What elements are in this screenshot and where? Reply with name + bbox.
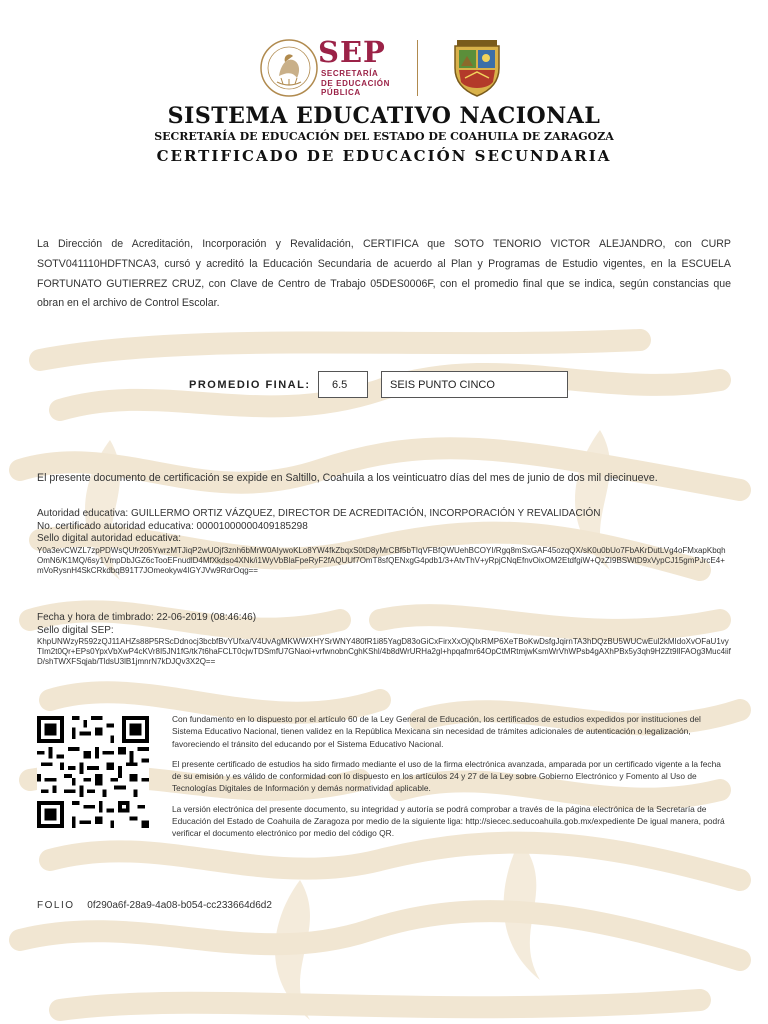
educational-authority-block [37,508,731,576]
authority-seal-label: Sello digital autoridad educativa: [37,533,181,544]
logo-divider [417,40,418,96]
final-average-words: SEIS PUNTO CINCO [381,371,568,398]
document-title: SISTEMA EDUCATIVO NACIONAL [167,103,601,129]
certificate-type: CERTIFICADO DE EDUCACIÓN SECUNDARIA [156,147,612,165]
watermark-eagle-pattern [0,320,768,1024]
sep-acronym: SEP [318,35,386,69]
legal-notice-signature: El presente certificado de estudios ha sido firmado mediante el uso de la firma electrónica avanzada, amparada por un certificado vigente a la fecha de su emisión y es válido de conformidad con lo dispuesto en los artículos 24 y 27 de la Ley sobre Gobierno Electrónico y Fomento al Uso de Tecnologías Digitales de Información y demás normatividad aplicable. [172,758,721,794]
sep-subtitle: SECRETARÍA DE EDUCACIÓN PÚBLICA [321,69,390,97]
stamp-datetime: Fecha y hora de timbrado: 22-06-2019 (08:46:46) [37,612,257,623]
final-average-label: PROMEDIO FINAL: [189,379,311,391]
authority-digital-seal: Y0a3evCWZL7zpPDWsQUfr205YwrzMTJiqP2wUOjf3znh6bMrW0AIywoKLo8YW4fkZbqxS0tD8yMrCBf5bTIqVFBfQWUehBCOYI/Rgq8mSxGAF45ozqQX/sK0u0bUo7FbAKrDutLVg4oFMxapKbqhOmN6/K1MQ/6sy1VmpDbJGZ6cTooEFnudlD4MfXkdso4XNk/i1WyVbBlaFpeRyF2fAQUUf7OmT8sfQENxgG4pdb1/3+AtvThV+yRpjCNqEfnvOixOM2EtdfgiW+QzZI9BSWtD9xVypCJ15gmPJrcE4+mVoRysnH4SkCRkdbqB91T7JOmeokyw4IGYJVw9RdrOqg== [37,545,726,575]
mexico-seal-logo [259,38,319,98]
document-subtitle: SECRETARÍA DE EDUCACIÓN DEL ESTADO DE COAHUILA DE ZARAGOZA [154,130,614,143]
folio-value: 0f290a6f-28a9-4a08-b054-cc233664d6d2 [87,900,272,911]
authority-certificate-number: No. certificado autoridad educativa: 00001000000409185298 [37,520,308,532]
header-logos [0,36,768,102]
sep-stamp-block [37,612,731,667]
certification-paragraph: La Dirección de Acreditación, Incorporación y Revalidación, CERTIFICA que SOTO TENORIO VICTOR ALEJANDRO, con CURP SOTV041110HDFTNCA3, cursó y acreditó la Educación Secundaria de acuerdo al Plan y Programas de Estudio vigentes, en la ESCUELA FORTUNATO GUTIERREZ CRUZ, con Clave de Centro de Trabajo 05DES0006F, con el promedio final que se indica, según constancias que obran en el archivo de Control Escolar. [37,238,731,310]
legal-notices [172,713,731,848]
verification-qr-code [37,716,149,828]
folio-row [37,900,272,911]
folio-label: FOLIO [37,900,75,911]
final-average-value: 6.5 [318,371,368,398]
final-average-row [0,371,768,401]
sep-digital-seal: KhpUNWzyR592zQJ11AHZs88P5RScDdnocj3bcbfBvYUfxa/V4UvAgMKWWXHYSrWNY480fR1i85YagD83oGiCxFirxXxOjQIxRMP6XeTBoKwDsfgJqirnTA3hDQzBU5WUCwEul2kMIdoXvOFaU1vyTIm2t0Qr+EPs0YpxVbXwP4cKVr8I5JN1fG/tk7t6haFCLT0cjwTDSmfU7GNaoi+vrfwnobnCghKShl/4b8dWrURHa2gl+hpqafmr64OpCtMRtmjwKsmWrVhWPsb4gAXhPBx5y3qh9H2Zt9IlFAOg3Muc4iifD/shTWXFSqjab/TldsU3lB1jmnrN7kDJQv3X2Q== [37,637,731,666]
coahuila-coat-of-arms-logo [449,38,505,98]
legal-notice-verification: La versión electrónica del presente documento, su integridad y autoría se podrá comprobar a través de la página electrónica de la Secretaría de Educación del Estado de Coahuila de Zaragoza por medio de la siguiente liga: http://siecec.seducoahuila.gob.mx/expediente De igual manera, podrá verificar el documento electrónico por medio del código QR. [172,803,725,839]
issuance-statement: El presente documento de certificación se expide en Saltillo, Coahuila a los veinticuatro días del mes de junio de dos mil diecinueve. [37,472,658,484]
sep-seal-label: Sello digital SEP: [37,624,114,636]
legal-notice-validity: Con fundamento en lo dispuesto por el artículo 60 de la Ley General de Educación, los certificados de estudios expedidos por instituciones del Sistema Educativo Nacional, tienen validez en la República Mexicana sin necesidad de trámites adicionales de autenticación o legalización, favoreciendo el tránsito del educando por el Sistema Educativo Nacional. [172,714,701,749]
authority-name: Autoridad educativa: GUILLERMO ORTIZ VÁZQUEZ, DIRECTOR DE ACREDITACIÓN, INCORPORACIÓN Y REVALIDACIÓN [37,508,601,519]
